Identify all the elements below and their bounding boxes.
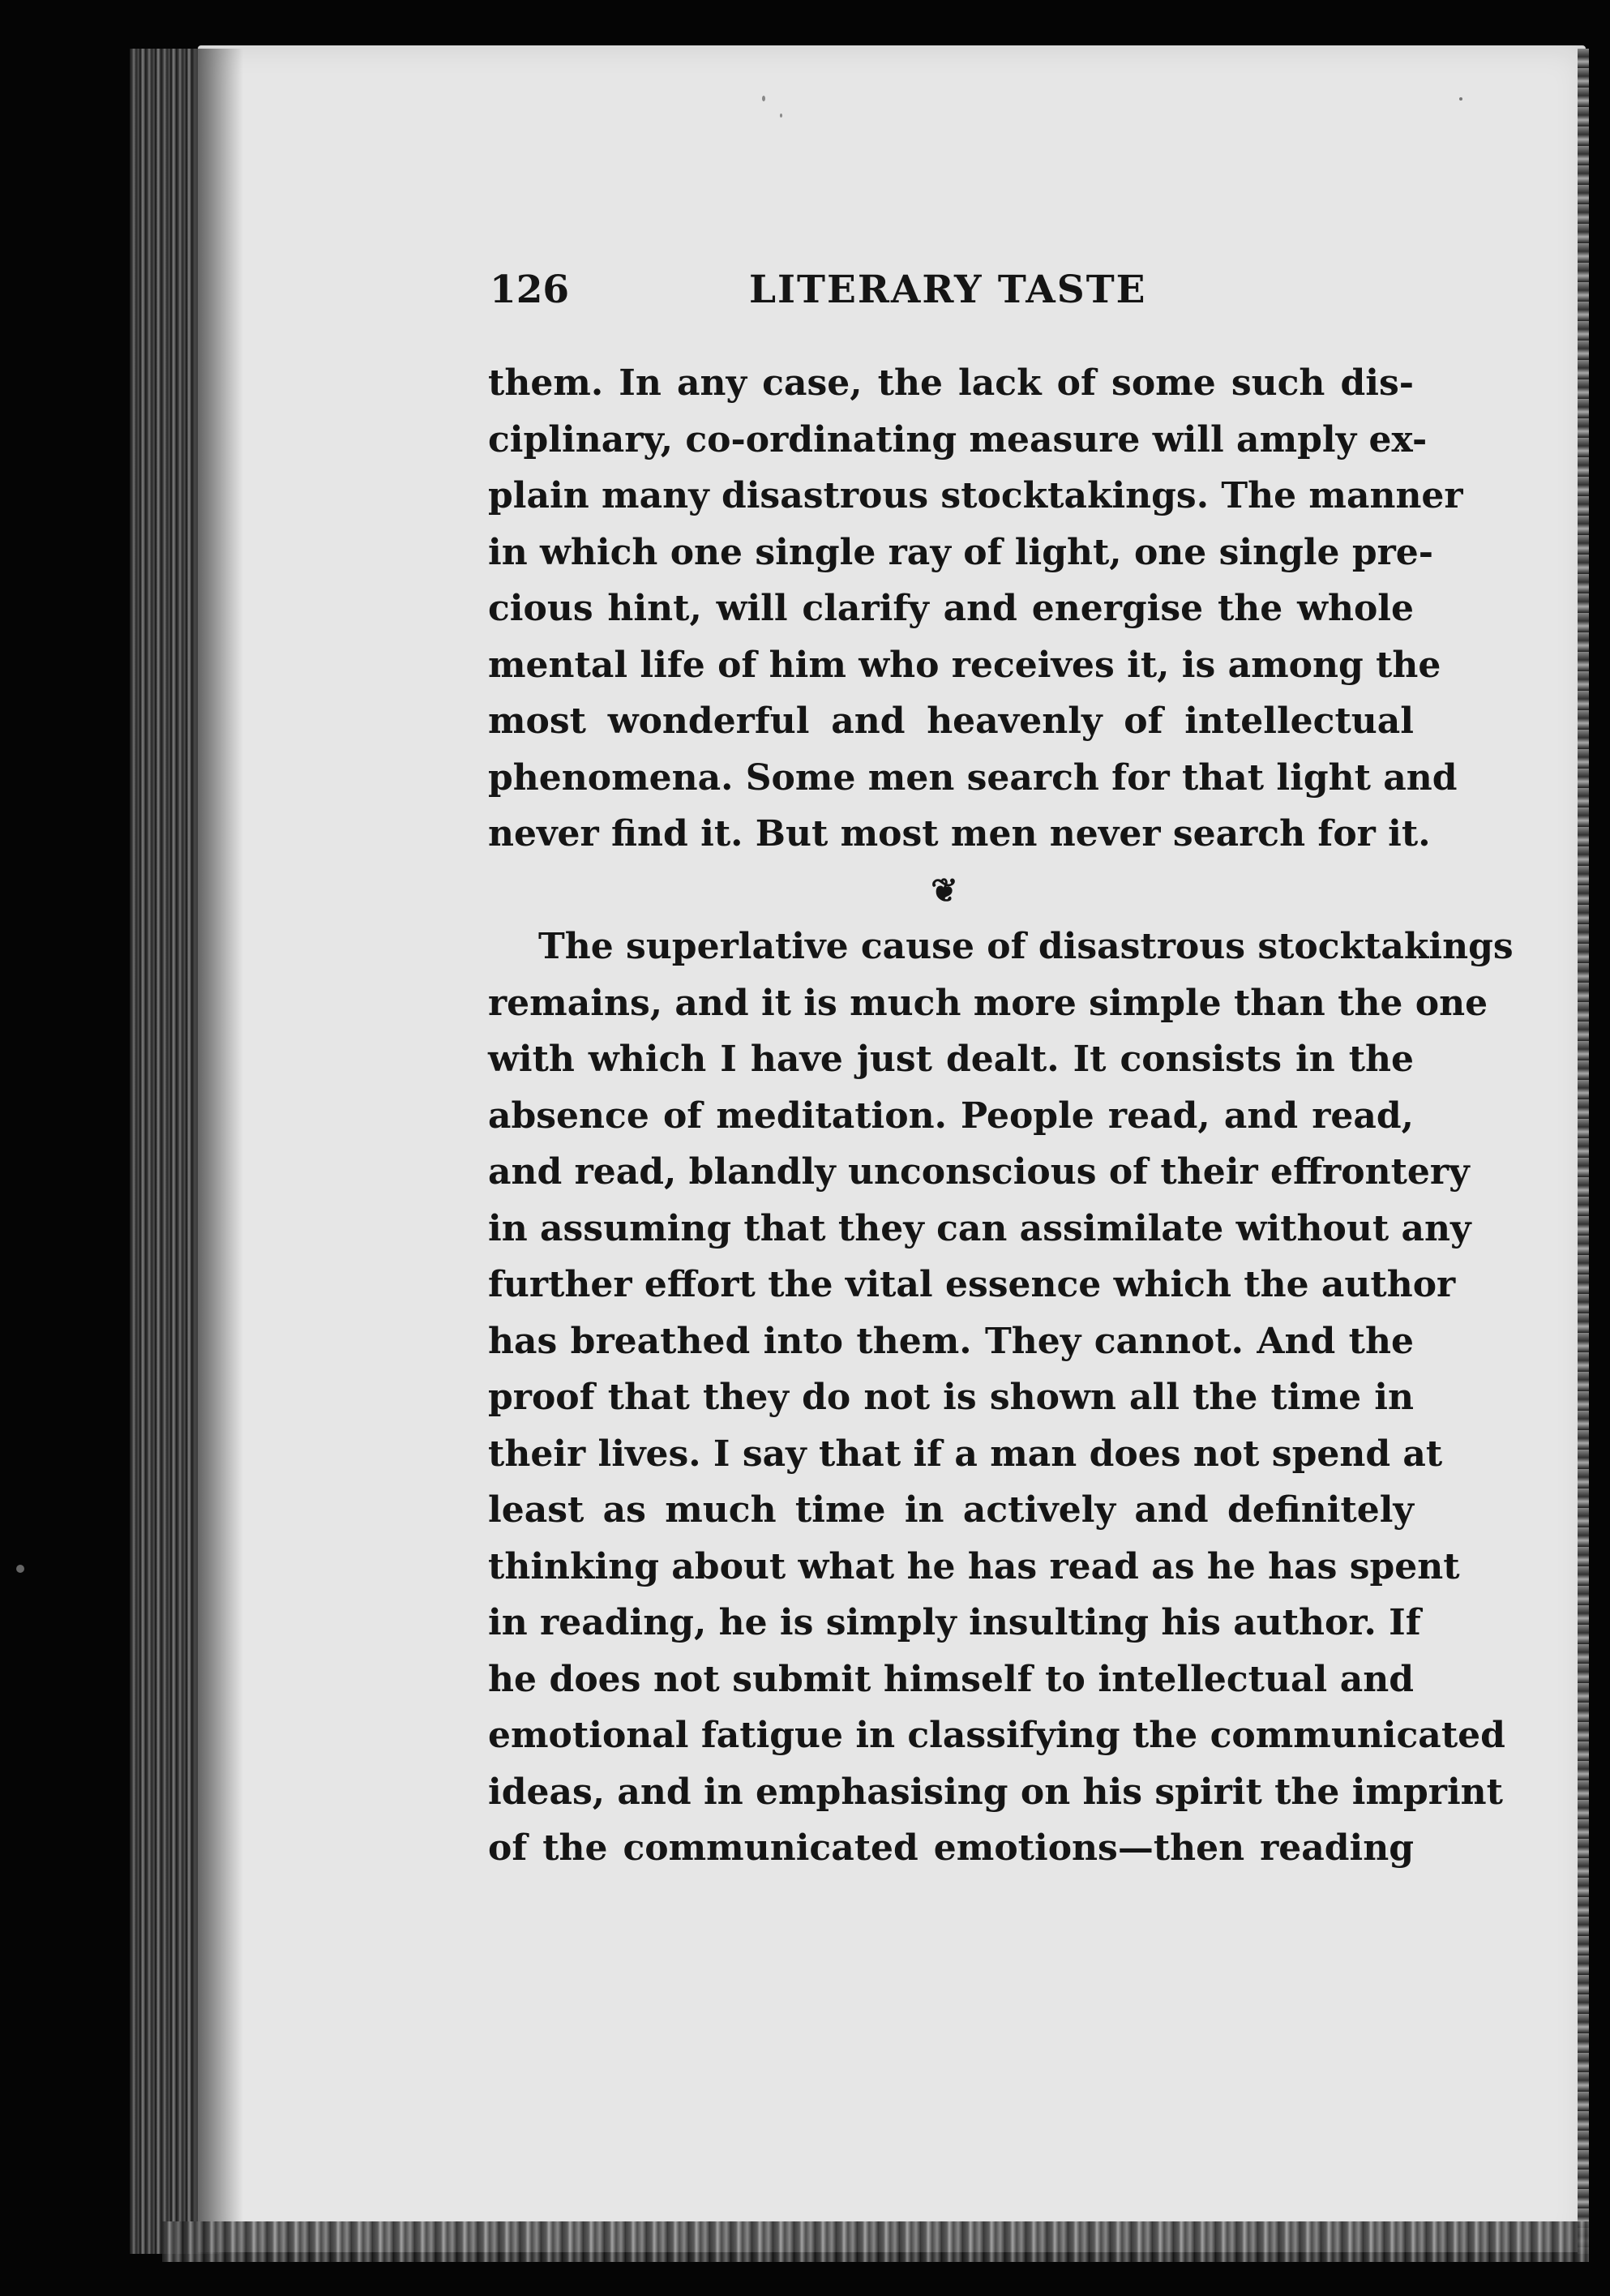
text-line: them. In any case, the lack of some such dis- <box>488 362 1414 404</box>
dust-speck <box>16 1565 24 1573</box>
text-line: emotional fatigue in classifying the communicated <box>488 1715 1505 1756</box>
text-line: plain many disastrous stocktakings. The manner <box>488 475 1463 516</box>
text-line: further effort the vital essence which the author <box>488 1264 1456 1305</box>
text-line: The superlative cause of disastrous stocktakings <box>538 926 1514 967</box>
dust-speck <box>762 96 765 101</box>
text-line: phenomena. Some men search for that light and <box>488 756 1458 799</box>
text-line: absence of meditation. People read, and read, <box>488 1094 1414 1137</box>
text-line: proof that they do not is shown all the time in <box>488 1377 1414 1418</box>
text-line: mental life of him who receives it, is among the <box>488 644 1441 686</box>
section-ornament <box>488 863 1414 919</box>
text-line: in assuming that they can assimilate without any <box>488 1207 1471 1249</box>
dust-speck <box>1459 97 1462 101</box>
page-right-edge <box>1578 49 1589 2254</box>
text-line: he does not submit himself to intellectual and <box>488 1658 1414 1700</box>
page-number: 126 <box>490 268 570 312</box>
text-line: with which I have just dealt. It consists in the <box>488 1039 1414 1080</box>
text-line: ideas, and in emphasising on his spirit the imprint <box>488 1771 1503 1813</box>
text-line: remains, and it is much more simple than the one <box>488 982 1488 1024</box>
text-line: in which one single ray of light, one single pre- <box>488 531 1434 573</box>
page-bottom-edge <box>162 2221 1589 2262</box>
text-line: of the communicated emotions—then reading <box>488 1827 1414 1869</box>
text-line: never find it. But most men never search for it. <box>488 813 1431 855</box>
text-line: most wonderful and heavenly of intellectual <box>488 700 1414 742</box>
text-line: in reading, he is simply insulting his author. If <box>488 1602 1421 1643</box>
fleuron-icon: ❦ <box>931 871 958 910</box>
dust-speck <box>780 114 782 118</box>
text-line: has breathed into them. They cannot. And the <box>488 1320 1414 1362</box>
body-text <box>488 355 1514 1877</box>
running-title: LITERARY TASTE <box>749 268 1147 312</box>
text-line: cious hint, will clarify and energise the whole <box>488 588 1414 629</box>
text-line: their lives. I say that if a man does not spend at <box>488 1433 1443 1475</box>
text-line: ciplinary, co-ordinating measure will amply ex- <box>488 418 1428 460</box>
gutter-shadow <box>195 49 243 2254</box>
text-line: thinking about what he has read as he has spent <box>488 1545 1460 1587</box>
text-line: and read, blandly unconscious of their effrontery <box>488 1151 1470 1193</box>
running-header <box>490 266 1414 315</box>
text-line: least as much time in actively and definitely <box>488 1489 1414 1531</box>
